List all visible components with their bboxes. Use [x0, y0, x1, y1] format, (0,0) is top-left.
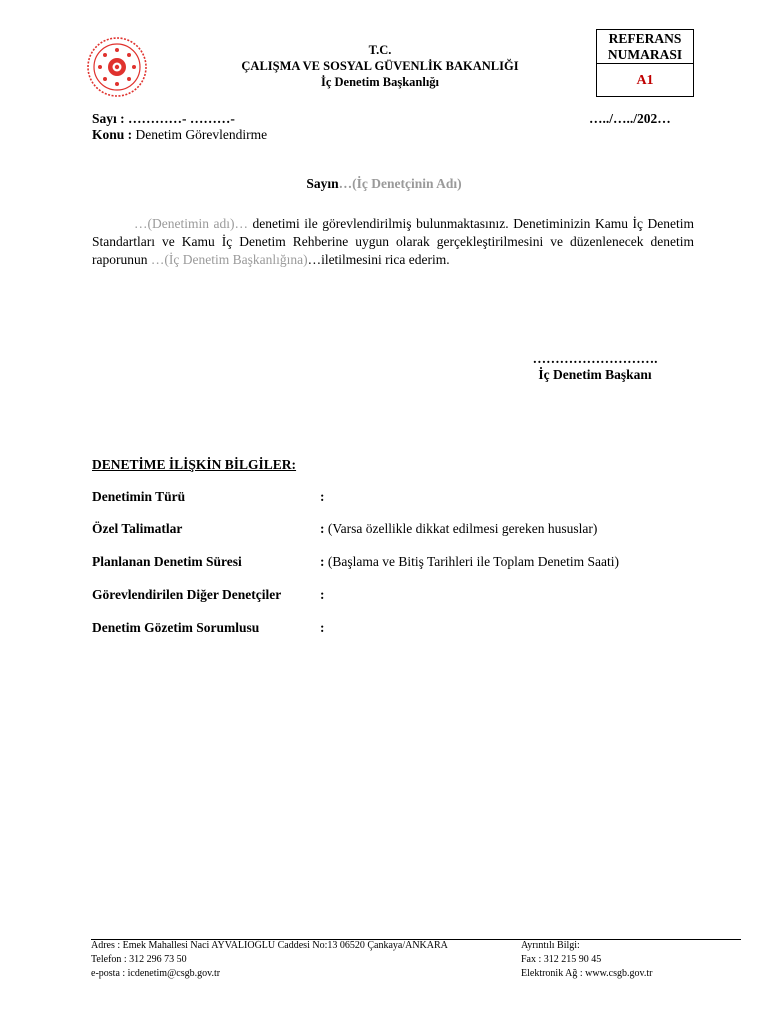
header-department: İç Denetim Başkanlığı [320, 75, 440, 89]
info-value: (Varsa özellikle dikkat edilmesi gereken hususlar) [327, 521, 598, 536]
body-text-1: denetimi ile görevlendirilmiş bulunmaktasınız. Denetiminizin Kamu İç Denetim Standartları ve Kamu İç Denetim Rehberine uygun olarak gerçekleştirilmesini ve düzenlenecek denetim raporunun [92, 216, 694, 267]
konu-label: Konu : [92, 127, 133, 142]
letter-body [92, 215, 694, 269]
salutation [0, 176, 768, 192]
footer-fax: Fax : 312 215 90 45 [521, 954, 602, 965]
ministry-emblem-icon [86, 36, 148, 98]
header-tc: T.C. [368, 43, 392, 57]
footer-phone: Telefon : 312 296 73 50 [91, 954, 187, 965]
info-label: Planlanan Denetim Süresi [92, 554, 242, 569]
letter-date: …../…../202… [589, 111, 671, 126]
konu-value: Denetim Görevlendirme [132, 127, 268, 142]
info-label: Denetim Gözetim Sorumlusu [92, 620, 260, 635]
footer-address: Adres : Emek Mahallesi Naci AYVALIOĞLU Caddesi No:13 06520 Çankaya/ANKARA [91, 940, 448, 951]
reference-label: REFERANS NUMARASI [597, 30, 693, 64]
sayi-label: Sayı : [92, 111, 125, 126]
info-label: Denetimin Türü [92, 489, 186, 504]
body-text-2: …iletilmesini rica ederim. [307, 252, 450, 267]
info-row: Görevlendirilen Diğer Denetçiler : [92, 587, 325, 602]
info-row: Denetim Gözetim Sorumlusu : [92, 620, 325, 635]
letter-meta [92, 111, 267, 143]
signature-block [520, 351, 670, 383]
footer-web[interactable]: Elektronik Ağ : www.csgb.gov.tr [521, 968, 653, 979]
info-label: Özel Talimatlar [92, 521, 183, 536]
info-label: Görevlendirilen Diğer Denetçiler [92, 587, 282, 602]
reference-value: A1 [636, 73, 654, 88]
body-placeholder-department: …(İç Denetim Başkanlığına) [150, 252, 308, 267]
letterhead [200, 42, 560, 90]
footer-email[interactable]: e-posta : icdenetim@csgb.gov.tr [91, 968, 221, 979]
signature-title: İç Denetim Başkanı [538, 367, 652, 382]
footer-info: Ayrıntılı Bilgi: [521, 940, 580, 951]
body-placeholder-audit-name: …(Denetimin adı)… [134, 216, 248, 231]
salutation-placeholder: …(İç Denetçinin Adı) [338, 176, 462, 191]
salutation-prefix: Sayın [306, 176, 339, 191]
signature-dots: ………………………. [532, 351, 658, 366]
info-row: Planlanan Denetim Süresi : (Başlama ve Bitiş Tarihleri ile Toplam Denetim Saati) [92, 554, 620, 569]
header-ministry: ÇALIŞMA VE SOSYAL GÜVENLİK BAKANLIĞI [241, 59, 519, 73]
info-row: Özel Talimatlar : (Varsa özellikle dikkat edilmesi gereken hususlar) [92, 521, 598, 536]
footer [91, 939, 751, 981]
reference-number-box [596, 29, 694, 97]
info-value: (Başlama ve Bitiş Tarihleri ile Toplam Denetim Saati) [327, 554, 620, 569]
info-row: Denetimin Türü : [92, 489, 325, 504]
section-title: DENETİME İLİŞKİN BİLGİLER: [92, 457, 297, 472]
sayi-value: …………- ………- [124, 111, 235, 126]
